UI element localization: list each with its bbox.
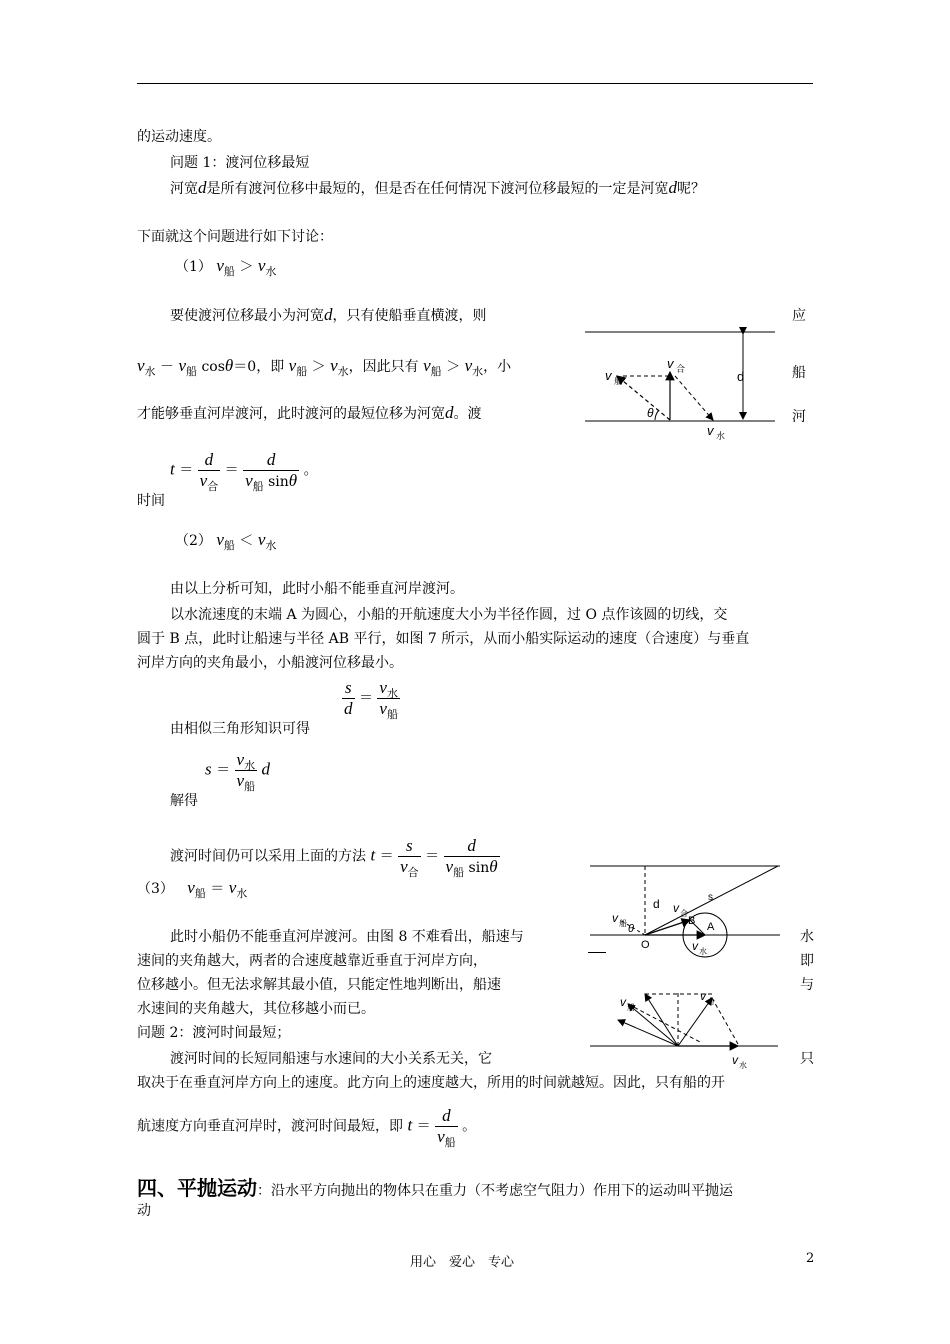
paragraph: 河宽d是所有渡河位移中最短的，但是否在任何情况下渡河位移最短的一定是河宽d呢？ [170, 178, 705, 197]
equation-line: $v_水 - v_船$ cosθ＝0，即 $v_船 > v_水$，因此只有 $v_船 > v_水$，小 [137, 356, 512, 378]
figure-circle-diagram [590, 860, 790, 965]
section-heading: 四、平抛运动：沿水平方向抛出的物体只在重力（不考虑空气阻力）作用下的运动叫平抛运 [137, 1176, 733, 1200]
paragraph: 由相似三角形知识可得 [170, 721, 310, 737]
paragraph: 水速间的夹角越大，其位移越小而已。 [137, 1001, 375, 1017]
wrap-char: 河 [792, 409, 806, 425]
label-water: 水 [739, 1061, 747, 1070]
label-v-water: v [732, 1053, 738, 1067]
label-theta: θ [647, 406, 654, 420]
label-resultant: 合 [680, 909, 688, 918]
label-v-water: v [707, 423, 714, 438]
label-resultant: 合 [707, 997, 715, 1006]
label-boat: 船 [627, 1003, 635, 1012]
case-label: （2） $v_船 < v_水$ [175, 530, 277, 552]
label-v-boat: v [620, 995, 626, 1009]
footer-motto: 用心 爱心 专心 [410, 1255, 515, 1270]
page-number: 2 [806, 1251, 815, 1266]
paragraph: 河岸方向的夹角最小，小船渡河位移最小。 [137, 655, 403, 671]
paragraph: 由以上分析可知，此时小船不能垂直河岸渡河。 [170, 581, 464, 597]
section-title: 问题 1：渡河位移最短 [170, 155, 310, 171]
label-origin: O [641, 939, 650, 951]
label-v-resultant: v [700, 989, 706, 1003]
figure-fan-diagram [590, 980, 790, 1070]
equation-s: s ＝ $\frac{v_水}{v_船}$ d [205, 750, 271, 793]
equation-time-1: t ＝ $\frac{d}{v_合}$ ＝ $\frac{d}{v_船 \sin\theta}$ 。 [170, 450, 318, 493]
label-v-boat: v [605, 368, 612, 383]
label-v-resultant: v [667, 356, 674, 371]
wrap-char: 与 [800, 977, 814, 993]
label-theta: θ [628, 923, 634, 935]
paragraph: 取决于在垂直河岸方向上的速度。此方向上的速度越大，所用的时间就越短。因此，只有船的开 [137, 1075, 725, 1091]
paragraph: 圆于 B 点，此时让船速与半径 AB 平行，如图 7 所示，从而小船实际运动的速度（合速度）与垂直 [137, 631, 750, 647]
header-rule [137, 83, 813, 84]
label-boat: 船 [619, 919, 627, 928]
dash-mark [588, 952, 606, 953]
label-v-resultant: v [673, 901, 679, 915]
wrap-char: 船 [792, 365, 806, 381]
paragraph: 此时小船仍不能垂直河岸渡河。由图 8 不难看出，船速与 [170, 929, 524, 945]
figure-crossing-diagram [585, 320, 785, 450]
label-water: 水 [699, 947, 707, 956]
paragraph: 才能够垂直河岸渡河，此时渡河的最短位移为河宽d。渡 [137, 403, 482, 422]
paragraph: 下面就这个问题进行如下讨论： [137, 229, 333, 245]
wrap-char: 应 [792, 308, 806, 324]
label-width: d [653, 897, 660, 911]
wrap-char: 只 [800, 1051, 814, 1067]
wrap-char: 水 [800, 929, 814, 945]
label-point-a: A [707, 921, 715, 933]
paragraph: 的运动速度。 [137, 129, 221, 145]
wrap-char: 即 [800, 953, 814, 969]
equation-min-time: 航速度方向垂直河岸时，渡河时间最短，即 t ＝ $\frac{d}{v_船}$ 。 [137, 1106, 477, 1149]
paragraph: 速间的夹角越大，两者的合速度越靠近垂直于河岸方向， [137, 953, 487, 969]
paragraph: 解得 [170, 793, 198, 809]
label-point-b: B [688, 915, 696, 927]
label-water: 水 [716, 431, 726, 441]
paragraph: 动 [137, 1203, 151, 1219]
label-resultant: 合 [676, 364, 686, 374]
case-label: （3） $v_船 = v_水$ [137, 878, 248, 900]
time-label: 时间 [137, 493, 165, 509]
label-displacement: s [708, 892, 713, 903]
paragraph: 位移越小。但无法求解其最小值，只能定性地判断出，船速 [137, 977, 501, 993]
label-v-water: v [692, 939, 698, 953]
label-width: d [737, 369, 745, 384]
paragraph: 渡河时间的长短同船速与水速间的大小关系无关，它 [170, 1051, 492, 1067]
case-label: （1） $v_船 > v_水$ [175, 256, 277, 278]
section-title: 问题 2：渡河时间最短； [137, 1025, 291, 1041]
label-v-boat: v [612, 911, 618, 925]
paragraph: 要使渡河位移最小为河宽d，只有使船垂直横渡，则 [170, 305, 487, 324]
equation-time-2: 渡河时间仍可以采用上面的方法 t ＝ $\frac{s}{v_合}$ ＝ $\frac{d}{v_船 \sin\theta}$ [170, 836, 498, 879]
equation-ratio: $\frac{s}{d}$ ＝ $\frac{v_水}{v_船}$ [344, 678, 398, 721]
paragraph: 以水流速度的末端 A 为圆心，小船的开航速度大小为半径作圆，过 O 点作该圆的切线，交 [170, 607, 728, 623]
label-boat: 船 [614, 376, 624, 386]
